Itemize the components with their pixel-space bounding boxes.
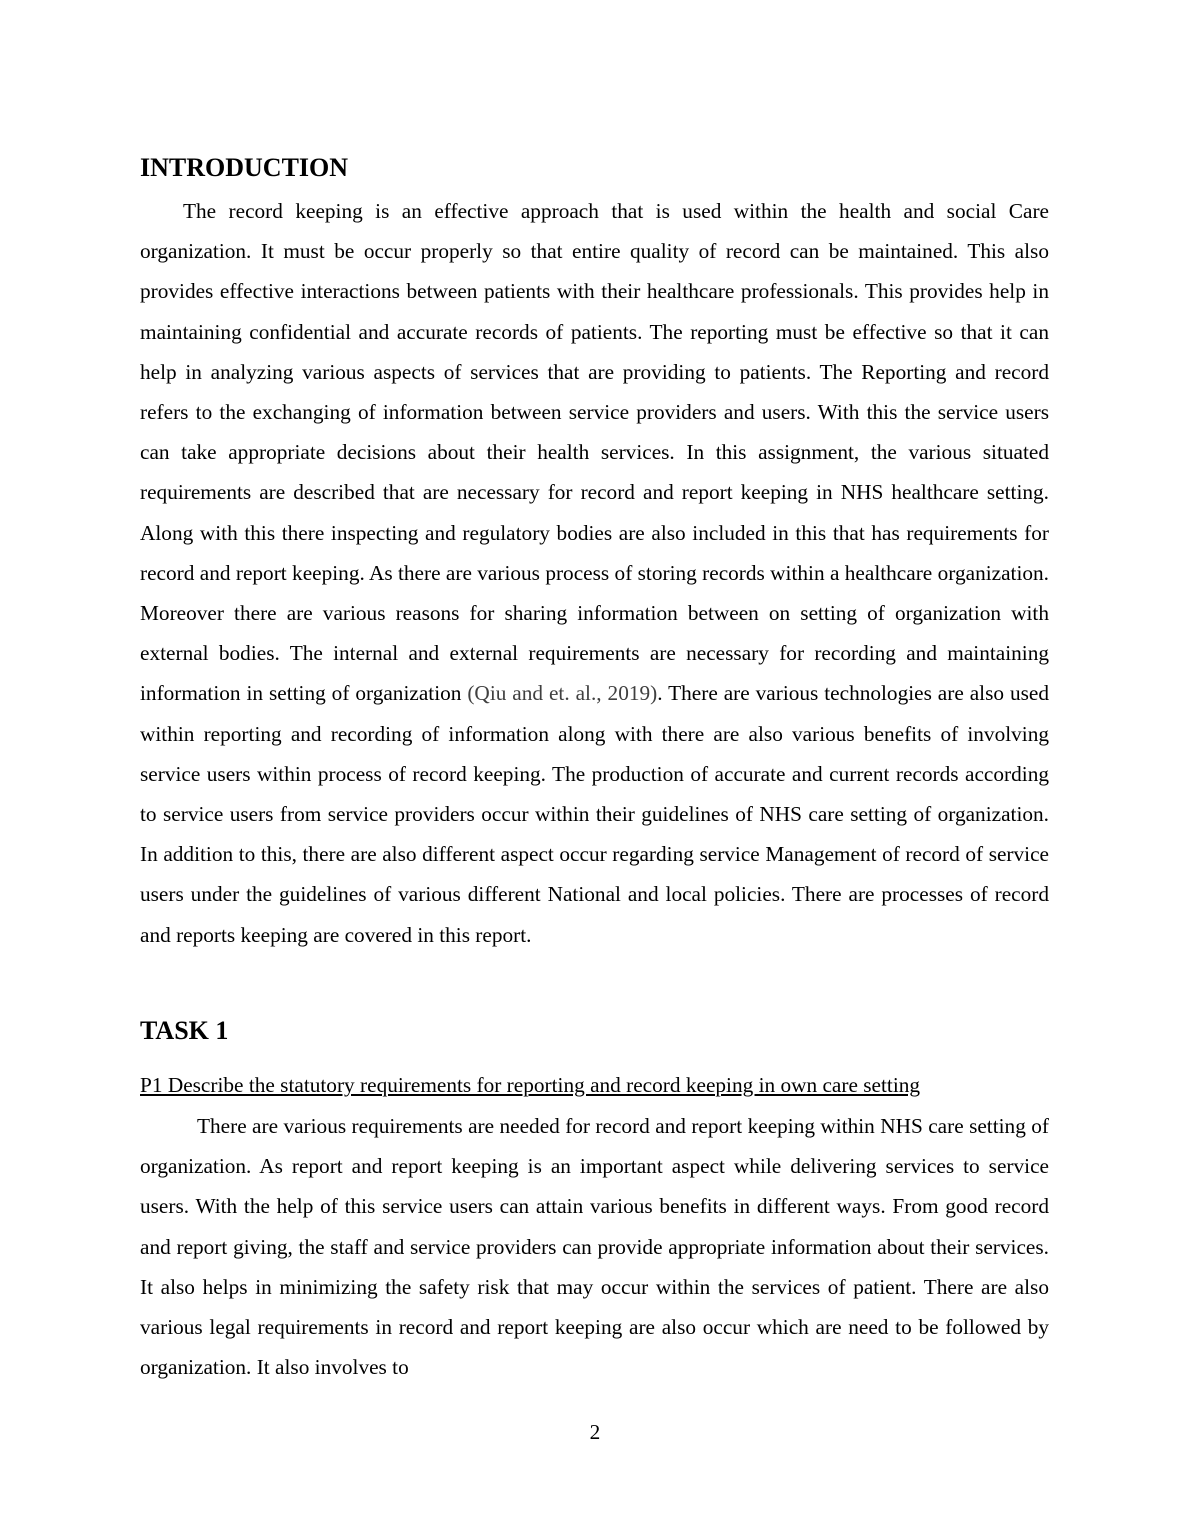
introduction-paragraph [140,191,1049,955]
task1-paragraph: There are various requirements are needed for record and report keeping within NHS care setting of organization. As report and report keeping is an important aspect while delivering services to service users. With the help of this service users can attain various benefits in different ways. From good record and report giving, the staff and service providers can provide appropriate information about their services. It also helps in minimizing the safety risk that may occur within the services of patient. There are also various legal requirements in record and report keeping are also occur which are need to be followed by organization. It also involves to [140,1114,1049,1380]
page-number: 2 [589,1420,601,1444]
introduction-text-part1: The record keeping is an effective approach that is used within the health and social Care organization. It must be occur properly so that entire quality of record can be maintained. This also provides effective interactions between patients with their healthcare professionals. This provides help in maintaining confidential and accurate records of patients. The reporting must be effective so that it can help in analyzing various aspects of services that are providing to patients. The Reporting and record refers to the exchanging of information between service providers and users. With this the service users can take appropriate decisions about their health services. In this assignment, the various situated requirements are described that are necessary for record and report keeping in NHS healthcare setting. Along with this there inspecting and regulatory bodies are also included in this that has requirements for record and report keeping. As there are various process of storing records within a healthcare organization. Moreover there are various reasons for sharing information between on setting of organization with external bodies. The internal and external requirements are necessary for recording and maintaining information in setting of organization [140,199,1049,706]
task1-heading: TASK 1 [140,1016,229,1045]
citation: (Qiu and et. al., 2019) [467,681,658,706]
task1-subheading: P1 Describe the statutory requirements for reporting and record keeping in own care setting [140,1073,921,1097]
introduction-heading: INTRODUCTION [140,153,349,182]
introduction-text-part2: . There are various technologies are also used within reporting and recording of information along with there are also various benefits of involving service users within process of record keeping. The production of accurate and current records according to service users from service providers occur within their guidelines of NHS care setting of organization. In addition to this, there are also different aspect occur regarding service Management of record of service users under the guidelines of various different National and local policies. There are processes of record and reports keeping are covered in this report. [140,681,1050,947]
